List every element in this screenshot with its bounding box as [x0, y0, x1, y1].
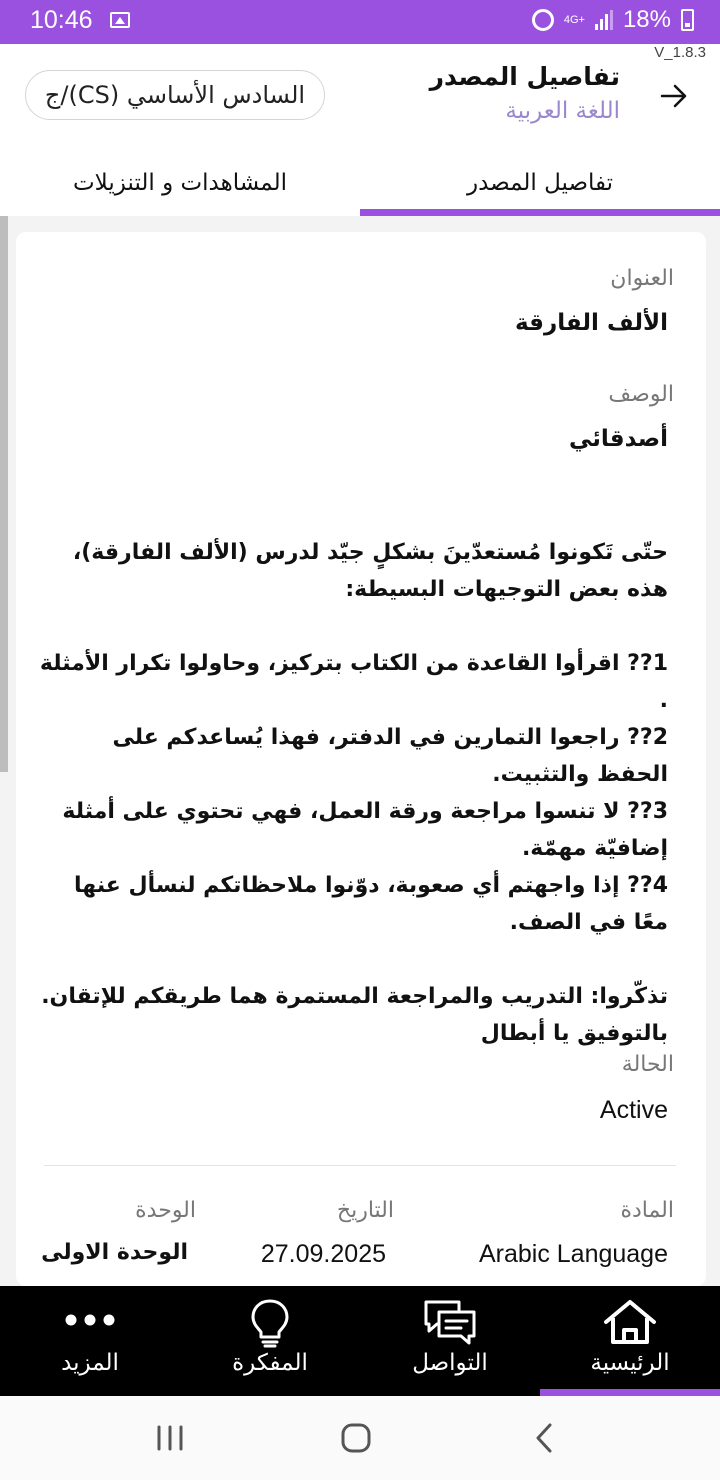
nav-more[interactable]	[0, 1286, 180, 1396]
nav-communication[interactable]	[360, 1286, 540, 1396]
recent-apps-button[interactable]	[150, 1418, 190, 1458]
unit-label: الوحدة	[135, 1198, 196, 1223]
status-indicators	[532, 6, 694, 34]
active-tab-indicator	[360, 209, 720, 216]
lightbulb-icon	[250, 1298, 290, 1348]
description-body: حتّى تَكونوا مُستعدّينَ بشكلٍ جيّد لدرس (الألف الفارقة)، هذه بعض التوجيهات البسيطة: 1?? اقرأوا القاعدة من الكتاب بتركيز، وحاولوا تكرار الأمثلة . 2?? راجعوا التمارين في الدفتر، فهذا يُساعدكم على الحفظ والتثبيت. 3?? لا تنسوا مراجعة ورقة العمل، فهي تحتوي على أمثلة إضافيّة مهمّة. 4?? إذا واجهتم أي صعوبة، دوّنوا ملاحظاتكم لنسأل عنها معًا في الصف. تذكّروا: التدريب والمراجعة المستمرة هما طريقكم للإتقان. بالتوفيق يا أبطال	[39, 540, 668, 1046]
recent-apps-icon	[155, 1424, 185, 1452]
active-nav-indicator	[540, 1389, 720, 1396]
tab-views-downloads[interactable]: المشاهدات و التنزيلات	[73, 170, 287, 196]
nav-notebook[interactable]	[180, 1286, 360, 1396]
chat-icon	[423, 1298, 477, 1346]
nav-home-label: الرئيسية	[590, 1350, 670, 1376]
app-version: V_1.8.3	[654, 44, 706, 61]
more-icon	[63, 1298, 117, 1346]
back-system-button[interactable]	[524, 1418, 564, 1458]
grade-selector[interactable]: السادس الأساسي (CS)/ج	[25, 70, 325, 120]
page-subtitle: اللغة العربية	[505, 98, 620, 124]
description-greeting: أصدقائي	[569, 426, 668, 452]
battery-level: 18%	[622, 6, 671, 33]
nav-communication-label: التواصل	[412, 1350, 488, 1376]
date-label: التاريخ	[336, 1198, 394, 1223]
description-label: الوصف	[608, 382, 674, 407]
battery-icon	[681, 9, 694, 31]
scrollbar[interactable]	[0, 216, 8, 772]
nav-home[interactable]	[540, 1286, 720, 1396]
home-circle-icon	[340, 1422, 372, 1454]
signal-icon	[595, 10, 613, 30]
bottom-navigation	[0, 1286, 720, 1396]
subject-label: المادة	[620, 1198, 674, 1223]
status-label: الحالة	[621, 1052, 674, 1077]
status-time: 10:46	[30, 6, 93, 34]
divider	[44, 1165, 676, 1166]
alarm-icon	[532, 9, 554, 31]
date-value: 27.09.2025	[260, 1240, 386, 1268]
nav-more-label: المزيد	[61, 1350, 119, 1376]
arrow-right-icon	[659, 81, 689, 111]
status-bar	[0, 0, 720, 44]
nav-notebook-label: المفكرة	[232, 1350, 308, 1376]
subject-value: Arabic Language	[478, 1240, 668, 1268]
status-value: Active	[599, 1096, 668, 1124]
home-system-button[interactable]	[336, 1418, 376, 1458]
title-value: الألف الفارقة	[514, 310, 668, 336]
system-navigation-bar	[0, 1396, 720, 1480]
network-type: 4G+	[563, 13, 585, 26]
tab-resource-details[interactable]: تفاصيل المصدر	[466, 170, 614, 196]
tab-bar	[0, 150, 720, 216]
page-title: تفاصيل المصدر	[429, 62, 620, 91]
chevron-left-icon	[532, 1422, 556, 1454]
details-card	[16, 232, 706, 1286]
home-icon	[603, 1298, 657, 1346]
title-label: العنوان	[610, 266, 674, 291]
back-button[interactable]	[654, 76, 694, 116]
unit-value: الوحدة الاولى	[41, 1240, 188, 1265]
gallery-notification-icon	[110, 12, 130, 28]
